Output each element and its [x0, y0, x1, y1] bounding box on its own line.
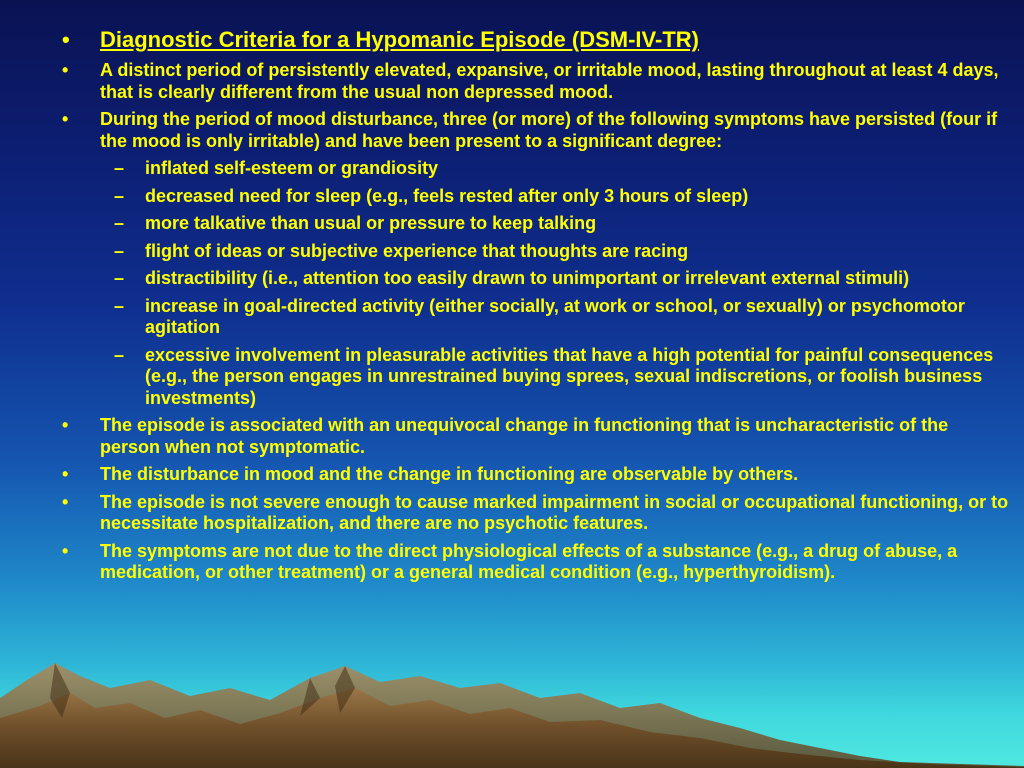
bullet-icon: •: [62, 109, 69, 129]
symptom-item: [0, 213, 1010, 235]
criterion-text: The episode is associated with an unequivocal change in functioning that is uncharacteristic of the person when not symptomatic.: [100, 415, 949, 457]
slide-title: [0, 26, 1010, 54]
symptom-text: excessive involvement in pleasurable activities that have a high potential for painful consequences (e.g., the person engages in unrestrained buying sprees, sexual indiscretions, or foolish business investments): [145, 344, 994, 408]
title-text: Diagnostic Criteria for a Hypomanic Episode (DSM-IV-TR): [100, 27, 699, 52]
criterion-item: [0, 415, 1010, 458]
bullet-icon: •: [62, 540, 69, 561]
symptom-item: [0, 268, 1010, 290]
criterion-text: A distinct period of persistently elevated, expansive, or irritable mood, lasting throughout at least 4 days, that is clearly different from the usual non depressed mood.: [100, 60, 999, 102]
dash-icon: –: [114, 344, 125, 365]
bullet-icon: •: [62, 415, 69, 435]
dash-icon: –: [114, 158, 125, 178]
symptom-text: decreased need for sleep (e.g., feels rested after only 3 hours of sleep): [145, 185, 749, 206]
criterion-item: [0, 464, 1010, 486]
bullet-icon: •: [62, 464, 69, 484]
criterion-item: [0, 492, 1010, 535]
dash-icon: –: [114, 268, 125, 288]
dash-icon: –: [114, 295, 125, 316]
symptom-item: [0, 345, 1010, 410]
criterion-text: During the period of mood disturbance, three (or more) of the following symptoms have persisted (four if the mood is only irritable) and have been present to a significant degree:: [100, 109, 998, 151]
bullet-icon: •: [62, 27, 70, 52]
criterion-item: [0, 109, 1010, 152]
criterion-item: [0, 60, 1010, 103]
dash-icon: –: [114, 240, 125, 261]
bullet-icon: •: [62, 60, 69, 80]
symptom-text: more talkative than usual or pressure to keep talking: [145, 213, 597, 233]
bullet-icon: •: [62, 491, 69, 512]
mountain-range-graphic: [0, 658, 1024, 768]
symptom-item: [0, 241, 1010, 263]
symptom-item: [0, 186, 1010, 208]
criterion-text: The symptoms are not due to the direct physiological effects of a substance (e.g., a drug of abuse, a medication, or other treatment) or a general medical condition (e.g., hyperthyroidism).: [100, 540, 958, 582]
criterion-item: [0, 541, 1010, 584]
symptom-item: [0, 296, 1010, 339]
symptom-text: flight of ideas or subjective experience that thoughts are racing: [145, 240, 689, 261]
symptom-item: [0, 158, 1010, 180]
dash-icon: –: [114, 185, 125, 206]
dash-icon: –: [114, 213, 125, 233]
symptom-text: inflated self-esteem or grandiosity: [145, 158, 439, 178]
criterion-text: The disturbance in mood and the change in functioning are observable by others.: [100, 464, 799, 484]
criterion-text: The episode is not severe enough to cause marked impairment in social or occupational functioning, or to necessitate hospitalization, and there are no psychotic features.: [100, 491, 1009, 533]
symptom-text: distractibility (i.e., attention too easily drawn to unimportant or irrelevant external stimuli): [145, 268, 910, 288]
slide-content: [0, 26, 1010, 590]
symptom-text: increase in goal-directed activity (either socially, at work or school, or sexually) or psychomotor agitation: [145, 295, 965, 337]
